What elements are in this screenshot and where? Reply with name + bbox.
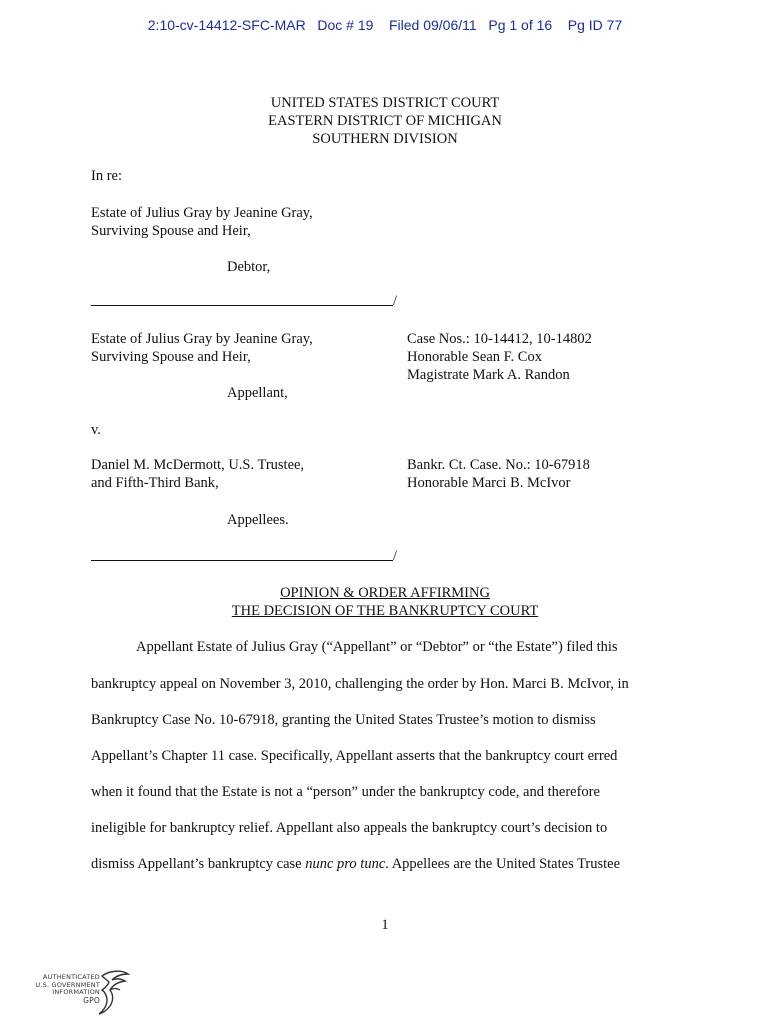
eagle-icon xyxy=(96,968,130,1016)
debtor-name-line2: Surviving Spouse and Heir, xyxy=(91,223,251,239)
filing-header xyxy=(0,17,770,33)
body-line-2: bankruptcy appeal on November 3, 2010, challenging the order by Hon. Marci B. McIvor, in xyxy=(91,676,629,692)
body-line-7: dismiss Appellant’s bankruptcy case nunc pro tunc. Appellees are the United States Trustee xyxy=(91,856,621,872)
bankruptcy-judge: Honorable Marci B. McIvor xyxy=(407,475,571,491)
page-of: Pg 1 of 16 xyxy=(488,17,553,33)
filed-date: Filed 09/06/11 xyxy=(388,17,477,33)
body-line-4: Appellant’s Chapter 11 case. Specifically, Appellant asserts that the bankruptcy court erred xyxy=(91,748,618,764)
appellant-role: Appellant, xyxy=(227,385,288,401)
appellee-role: Appellees. xyxy=(227,512,289,528)
doc-number: Doc # 19 xyxy=(317,17,374,33)
appellant-name-line2: Surviving Spouse and Heir, xyxy=(91,349,251,365)
court-division: SOUTHERN DIVISION xyxy=(312,131,458,147)
appellee-name-line2: and Fifth-Third Bank, xyxy=(91,475,219,491)
caption-slash-1: / xyxy=(393,293,398,309)
body-line-3: Bankruptcy Case No. 10-67918, granting the United States Trustee’s motion to dismiss xyxy=(91,712,596,728)
debtor-name-line1: Estate of Julius Gray by Jeanine Gray, xyxy=(91,205,313,221)
body-line-1: Appellant Estate of Julius Gray (“Appellant” or “Debtor” or “the Estate”) filed this xyxy=(136,639,618,655)
district-judge: Honorable Sean F. Cox xyxy=(407,349,542,365)
in-re-label: In re: xyxy=(91,168,122,184)
magistrate-judge: Magistrate Mark A. Randon xyxy=(407,367,570,383)
case-numbers: Case Nos.: 10-14412, 10-14802 xyxy=(407,331,592,347)
page-id: Pg ID 77 xyxy=(567,17,623,33)
page-number: 1 xyxy=(381,917,389,933)
versus: v. xyxy=(91,422,101,438)
court-district: EASTERN DISTRICT OF MICHIGAN xyxy=(268,113,502,129)
bankruptcy-case-number: Bankr. Ct. Case. No.: 10-67918 xyxy=(407,457,590,473)
gpo-authenticated-logo xyxy=(30,968,130,1016)
court-name: UNITED STATES DISTRICT COURT xyxy=(270,95,500,111)
appellee-name-line1: Daniel M. McDermott, U.S. Trustee, xyxy=(91,457,305,473)
opinion-title-line1: OPINION & ORDER AFFIRMING xyxy=(280,585,490,601)
debtor-role: Debtor, xyxy=(227,259,271,275)
caption-slash-2: / xyxy=(393,548,398,564)
body-line-6: ineligible for bankruptcy relief. Appellant also appeals the bankruptcy court’s decision to xyxy=(91,820,608,836)
body-line-5: when it found that the Estate is not a “person” under the bankruptcy code, and therefore xyxy=(91,784,600,800)
caption-rule-1 xyxy=(91,305,393,306)
gpo-logo-text: AUTHENTICATED U.S. GOVERNMENT INFORMATION GPO xyxy=(35,973,100,1005)
opinion-title-line2: THE DECISION OF THE BANKRUPTCY COURT xyxy=(231,603,539,619)
case-number: 2:10-cv-14412-SFC-MAR xyxy=(147,17,306,33)
caption-rule-2 xyxy=(91,560,393,561)
appellant-name-line1: Estate of Julius Gray by Jeanine Gray, xyxy=(91,331,313,347)
